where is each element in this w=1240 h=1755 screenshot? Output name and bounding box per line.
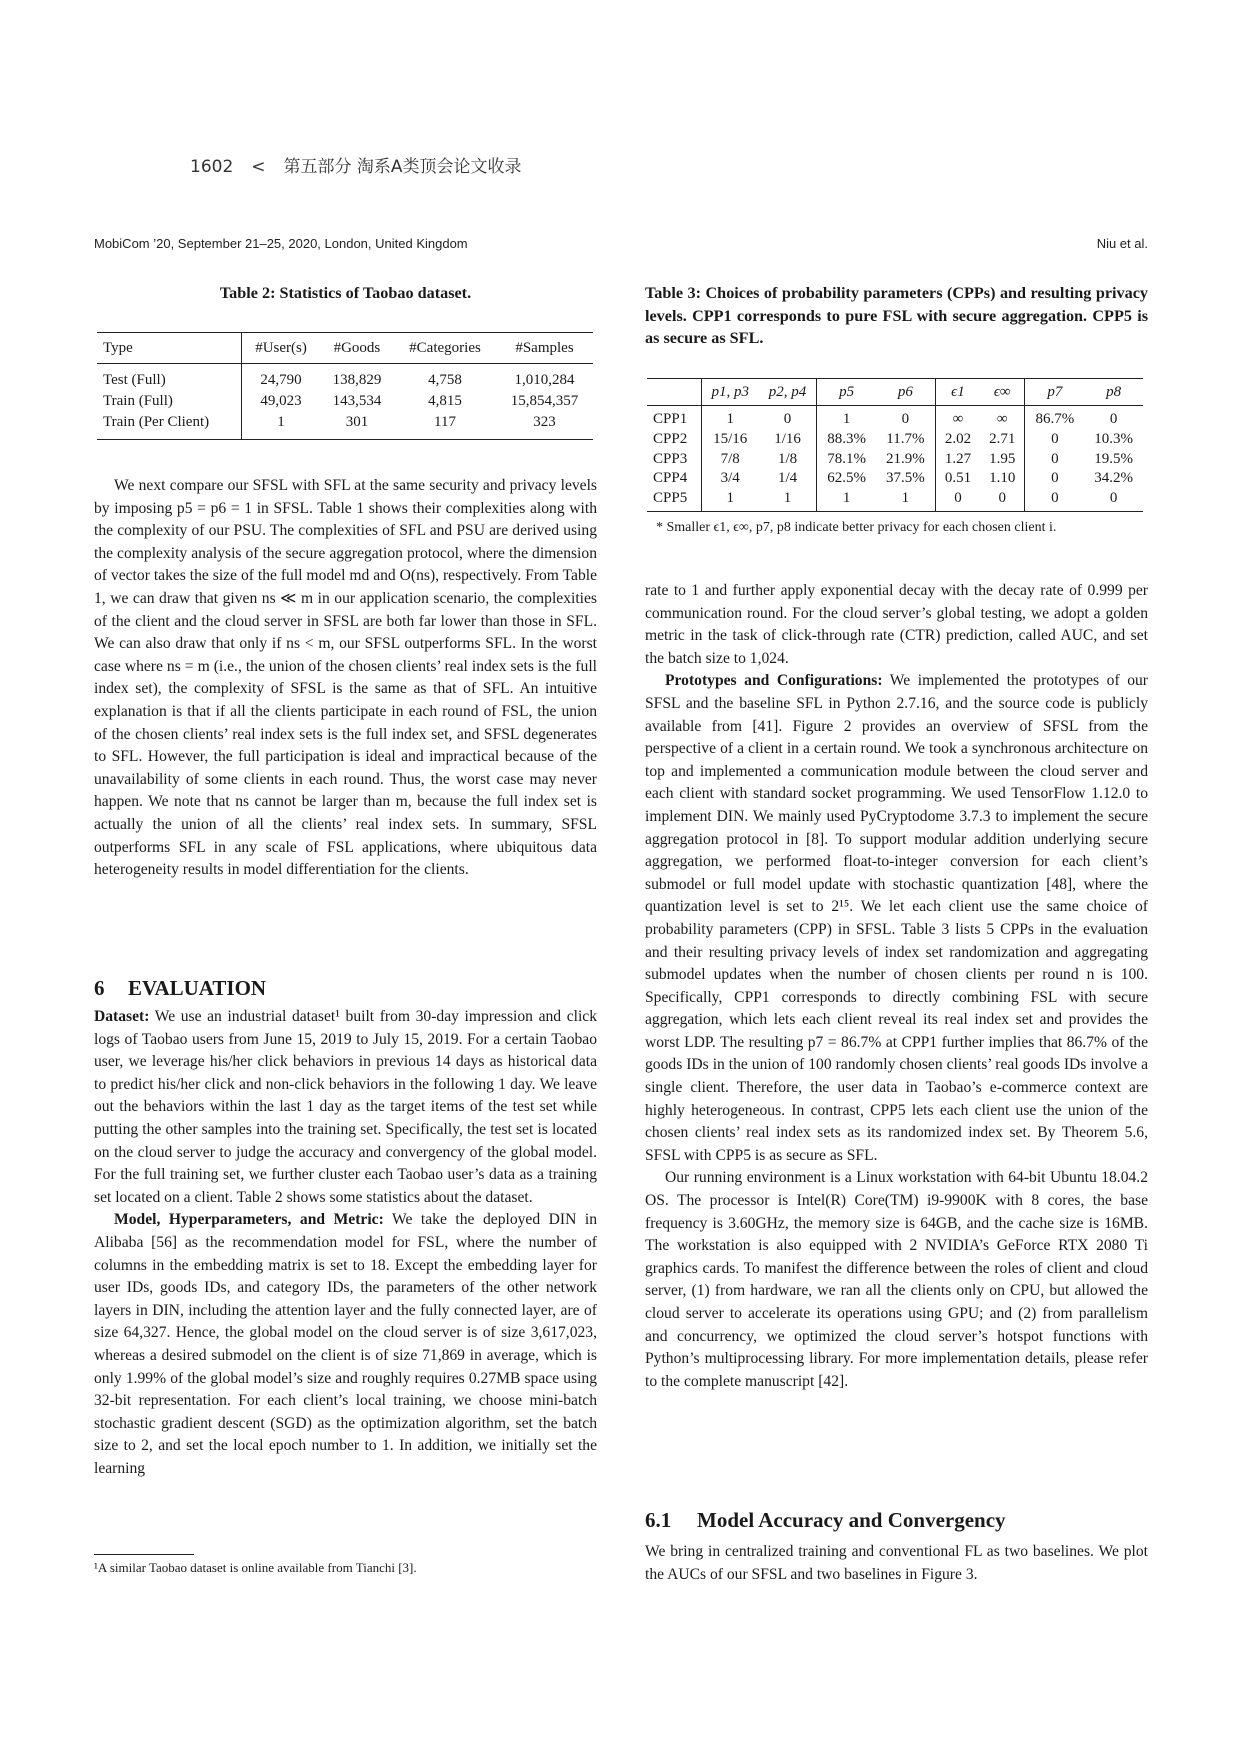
table-cell: 2.02 [944,430,972,447]
table-cell: CPP1 [647,406,701,430]
paragraph-text: We take the deployed DIN in Alibaba [56] as the recommendation model for FSL, where the number of columns in the embedding matrix is set to 18. Except the embedding layer for user IDs, goods IDs, and category IDs, the parameters of the other network layers in DIN, including the attention layer and the fully connected layer, are of size 64,327. Hence, the global model on the cloud server is of size 3,617,023, whereas a desired submodel on the client is of size 71,869 in average, which is only 1.99% of the global model’s size and roughly requires 0.27MB space using 32-bit representation. For each client’s local training, we choose mini-batch stochastic gradient descent (SGD) as the optimization algorithm, set the batch size to 2, and set the local epoch number to 1. In addition, we initially set the learning [94,1211,598,1477]
paragraph-text: We use an industrial dataset¹ built from 30-day impression and click logs of Taobao users from June 15, 2019 to July 15, 2019. For a certain Taobao user, we leverage his/her click behaviors in previous 14 days as historical data to predict his/her click and non-click behaviors in the following 1 day. We leave out the behaviors within the last 1 day as the target items of the test set while putting the other samples into the training set. Specifically, the test set is located on the cloud server to judge the accuracy and convergency of the global model. For the full training set, we further cluster each Taobao user’s data as a training set located on a client. Table 2 shows some statistics about the dataset. [94,1008,597,1206]
table-cell: ∞ [980,406,1025,430]
paragraph-prototypes [645,670,1148,1167]
footnote-rule [94,1554,194,1555]
table-row [97,364,593,392]
table-row [97,412,593,440]
table-cell: 4,758 [428,372,462,388]
table-cell: 1 [842,411,851,427]
table-cell: 21.9% [876,450,935,470]
table-cell: Train (Full) [97,391,242,412]
run-in-heading: Dataset: [94,1008,150,1025]
running-head-left: MobiCom ’20, September 21–25, 2020, London, United Kingdom [94,236,468,251]
left-column-lower [94,1006,597,1480]
table2-header: Type [97,333,242,364]
book-page-number: 1602 [190,157,234,177]
table-cell: 1 [759,489,817,511]
table-cell: 117 [434,414,456,430]
table-cell: Test (Full) [97,364,242,392]
table2-header: #Categories [409,339,481,356]
section-6-1-heading [645,1508,1006,1533]
table2-header: #Goods [333,339,381,356]
paragraph-text: We implemented the prototypes of our SFSL and the baseline SFL in Python 2.7.16, and the source code is publicly available from [41]. Figure 2 provides an overview of SFSL from the perspective of a client in a certain round. We took a synchronous architecture on top and implemented a communication module between the cloud server and each client with standard socket programming. We used TensorFlow 1.12.0 to implement DIN. We mainly used PyCryptodome 3.7.3 to implement the secure aggregation protocol in [8]. To support modular addition underlying secure aggregation, we performed float-to-integer conversion for each client’s submodel or full model update with stochastic quantization [48], where the quantization level is set to 2¹⁵. We let each client use the same choice of probability parameters (CPP) in SFSL. Table 3 lists 5 CPPs in the evaluation and their resulting privacy levels of index set randomization and aggregating submodel updates when the number of chosen clients per round n is 100. Specifically, CPP1 corresponds to directly combining FSL with secure aggregation, which lets each client reveal its real index set and provides the worst LDP. The resulting p7 = 86.7% at CPP1 further implies that 86.7% of the goods IDs in the union of 100 randomly chosen clients’ real goods IDs involve a single client. Therefore, the user data in Taobao’s e-commerce context are highly heterogeneous. In contrast, CPP5 lets each client use the union of the chosen clients’ real index sets as its randomized index set. By Theorem 5.6, SFSL with CPP5 is as secure as SFL. [645,672,1148,1164]
table-cell: 15/16 [713,430,748,447]
section-title: EVALUATION [128,976,267,1000]
table-cell: 138,829 [332,372,382,388]
table-row [647,406,1143,430]
table-cell: 1/4 [759,469,817,489]
table-cell: 1 [726,411,734,427]
table-cell: 1 [726,490,734,507]
table-row [647,489,1143,511]
table-row [647,450,1143,470]
table3-header-row [647,379,1143,406]
table-cell: 24,790 [260,372,302,388]
table3 [647,378,1143,512]
table-cell: 4,815 [428,393,462,409]
table3-header [647,379,701,406]
table2-caption: Table 2: Statistics of Taobao dataset. [219,284,472,302]
table-cell: 1 [876,489,935,511]
table-cell: 49,023 [260,393,302,409]
running-head-right: Niu et al. [1096,236,1148,251]
table3-header: p2, p4 [759,379,817,406]
table-cell: CPP3 [647,450,701,470]
table-cell: 1.95 [980,450,1025,470]
left-column-upper [94,475,597,882]
table-cell: Train (Per Client) [97,412,242,440]
table3-header: p5 [839,383,855,400]
table-cell: 0 [980,489,1025,511]
table-cell: 15,854,357 [510,393,579,409]
section-6-heading [94,976,266,1001]
table-cell: 11.7% [876,430,935,450]
table-cell: 143,534 [332,393,382,409]
table-cell: CPP5 [647,489,701,511]
table-cell: 88.3% [827,430,866,447]
table-cell: 1 [277,414,285,430]
table-cell: 0.51 [944,470,972,487]
table-cell: 323 [533,414,556,430]
table-cell: 1.27 [944,450,972,467]
table-row [647,430,1143,450]
table-cell: 37.5% [876,469,935,489]
right-column-bottom [645,1541,1148,1586]
table-cell: 34.2% [1094,470,1133,487]
table3-header: ϵ1 [951,383,965,400]
table-cell: ∞ [952,411,964,427]
table2 [97,332,593,440]
paragraph-dataset [94,1006,597,1209]
table2-header: #Samples [515,339,574,356]
section-number: 6.1 [645,1508,672,1532]
book-section-title: 第五部分 淘系A类顶会论文收录 [283,157,522,177]
section-number: 6 [94,976,105,1000]
right-column [645,580,1148,1393]
table-cell: 3/4 [720,470,740,487]
paragraph-environment: Our running environment is a Linux workstation with 64-bit Ubuntu 18.04.2 OS. The processor is Intel(R) Core(TM) i9-9900K with 8 cores, the base frequency is 3.60GHz, the memory size is 64GB, and the cache size is 16MB. The workstation is also equipped with 2 NVIDIA’s GeForce RTX 2080 Ti graphics cards. To manifest the difference between the roles of client and cloud server, (1) from hardware, we ran all the clients only on CPU, but allowed the cloud server to accelerate its operations using GPU; and (2) from parallelism and concurrency, we optimized the cloud server’s hotspot functions with Python’s multiprocessing library. For more implementation details, please refer to the complete manuscript [42]. [645,1169,1148,1390]
table-cell: 86.7% [1035,411,1075,427]
table2-header-row [97,333,593,364]
table-cell: 0 [1051,430,1059,447]
table-cell: 62.5% [827,470,866,487]
table-cell: 1/16 [759,430,817,450]
table-cell: 1/8 [759,450,817,470]
table-cell: 0 [1051,470,1059,487]
table-cell: 10.3% [1094,430,1133,447]
footnote: ¹A similar Taobao dataset is online available from Tianchi [3]. [94,1560,417,1575]
table-cell: 7/8 [720,450,740,467]
table-cell: 301 [345,414,369,430]
table-cell: 0 [954,490,962,507]
table-cell: 0 [1109,411,1118,427]
table3-header: ϵ∞ [980,379,1025,406]
table-cell: CPP2 [647,430,701,450]
table-cell: 0 [876,406,935,430]
section-title: Model Accuracy and Convergency [697,1508,1006,1532]
run-in-heading: Model, Hyperparameters, and Metric: [114,1211,384,1229]
book-arrow: < [251,157,266,177]
table2-header: #User(s) [255,339,307,356]
paragraph-continued: rate to 1 and further apply exponential decay with the decay rate of 0.999 per communication round. For the cloud server’s global testing, we adopt a golden metric in the task of click-through rate (CTR) prediction, called AUC, and set the batch size to 1,024. [645,582,1148,667]
table-cell: 2.71 [980,430,1025,450]
table3-header: p7 [1047,383,1063,400]
table3-header: p1, p3 [711,383,749,400]
table3-header: p6 [876,379,935,406]
table-cell: 1,010,284 [514,372,575,388]
book-header [190,152,522,177]
table-row [97,391,593,412]
paragraph-comparison: We next compare our SFSL with SFL at the same security and privacy levels by imposing p5 = p6 = 1 in SFSL. Table 1 shows their complexities along with the complexity of our PSU. The complexities of SFL and PSU are derived using the complexity analysis of the secure aggregation protocol, where the dimension of vector takes the size of the full model md and O(ns), respectively. From Table 1, we can draw that given ns ≪ m in our application scenario, the complexities of the client and the cloud server in SFSL are both far lower than those in SFL. We can also draw that only if ns < m, our SFSL outperforms SFL. In the worst case where ns = m (i.e., the union of the chosen clients’ real index sets is the full index set), the complexity of SFSL is the same as that of SFL. An intuitive explanation is that if all the clients participate in each round of FSL, the union of the chosen clients’ real index sets is the full index set, and SFSL degenerates to SFL. However, the full participation is ideal and impractical because of the unavailability of some clients in each round. Thus, the worst case may never happen. We note that ns cannot be larger than m, because the full index set is actually the union of all the clients’ real index sets. In summary, SFSL outperforms SFL in any scale of FSL applications, where ubiquitous data heterogeneity results in model differentiation for the clients. [94,477,597,879]
table-cell: 0 [1051,490,1059,507]
table-cell: 19.5% [1094,450,1133,467]
table-cell: 78.1% [827,450,866,467]
paragraph-model [94,1209,597,1480]
table3-header: p8 [1106,383,1122,400]
table-row [647,469,1143,489]
paragraph-baselines: We bring in centralized training and conventional FL as two baselines. We plot the AUCs of our SFSL and two baselines in Figure 3. [645,1543,1148,1583]
table3-caption: Table 3: Choices of probability parameters (CPPs) and resulting privacy levels. CPP1 corresponds to pure FSL with secure aggregation. CPP5 is as secure as SFL. [645,284,1148,348]
table-cell: 0 [759,406,817,430]
table-cell: CPP4 [647,469,701,489]
table3-note: * Smaller ϵ1, ϵ∞, p7, p8 indicate better privacy for each chosen client i. [656,520,1057,535]
run-in-heading: Prototypes and Configurations: [665,672,883,690]
table-cell: 0 [1051,450,1059,467]
table-cell: 1.10 [980,469,1025,489]
table-cell: 1 [842,490,851,507]
table-cell: 0 [1109,490,1118,507]
